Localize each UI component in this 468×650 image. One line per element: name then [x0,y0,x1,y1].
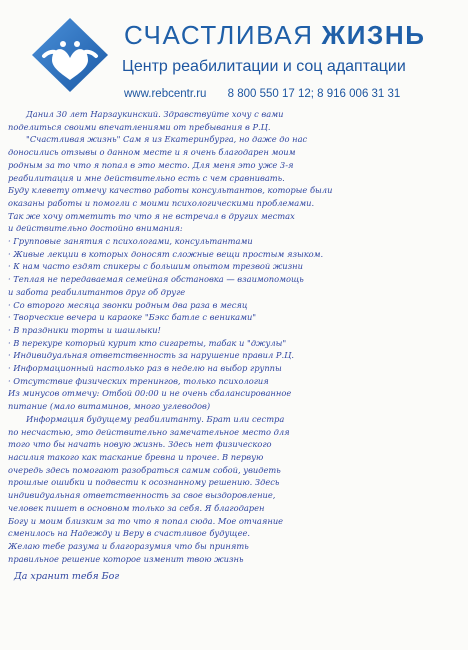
letter-line: поделиться своими впечатлениями от пребывания в Р.Ц. [8,121,271,132]
letterhead [0,0,468,112]
letter-line: Буду клевету отмечу качество работы консультантов, которые были [8,185,333,196]
center-tagline: Центр реабилитации и соц адаптации [122,58,406,75]
letter-line: и действительно достойно внимания: [8,223,183,234]
phone-numbers: 8 800 550 17 12; 8 916 006 31 31 [227,88,401,100]
letter-line: прошлые ошибки и подвести к осознанному решению. Здесь [8,477,280,488]
letter-line: · Теплая не передаваемая семейная обстановка — взаимопомощь [8,274,304,285]
letter-line: сменилось на Надежду и Веру в счастливое будущее. [8,528,251,539]
letter-line: · В праздники торты и шашлыки! [8,324,161,335]
letter-line: Данил 30 лет Нарзаукинский. Здравствуйте хочу с вами [26,109,284,119]
letter-line: · Со второго месяца звонки родным два раза в месяц [8,299,248,310]
letter-line: Желаю тебе разума и благоразумия что бы принять [8,540,249,551]
letter-line: реабилитация и мне действительно есть с чем сравнивать. [8,172,285,183]
letter-line: Из минусов отмечу: Отбой 00:00 и не очень сбалансированное [8,388,292,399]
letter-line: и забота реабилитантов друг об друге [8,286,186,297]
brand-title-part1: СЧАСТЛИВАЯ [124,20,314,50]
letter-line: доносились отзывы о данном месте и я очень благодарен моим [8,147,296,158]
hands-heart-logo-icon [30,16,110,94]
letter-line: · Групповые занятия с психологами, консультантами [8,236,253,247]
letter-line: того что бы начать новую жизнь. Здесь нет физического [8,439,272,450]
letter-line: · Индивидуальная ответственность за нарушение правил Р.Ц. [8,350,294,361]
letter-signoff: Да хранит тебя Бог [14,571,120,583]
letter-line: · Информационный настолько раз в неделю на выбор группы [8,363,282,374]
letter-line: · К нам часто ездят спикеры с большим опытом трезвой жизни [8,261,303,272]
letter-line: очередь здесь помогают разобраться самим собой, увидеть [8,464,281,475]
letter-line: · Отсутствие физических тренингов, только психология [8,375,269,386]
letter-line: насилия такого как таскание бревна и прочее. В первую [8,451,264,462]
letter-line: питание (мало витаминов, много углеводов) [8,401,211,412]
letter-line: Богу и моим близким за то что я попал сюда. Мое отчаяние [8,515,284,526]
letter-line: человек пишет в основном только за себя. Я благодарен [8,502,265,513]
letter-line: индивидуальная ответственность за свое выздоровление, [8,490,276,501]
letter-line: · Живые лекции в которых доносят сложные вещи простым языком. [8,248,324,259]
brand-title-part2: ЖИЗНЬ [321,20,426,50]
brand-title [124,20,454,52]
contact-line [124,88,464,100]
letter-line: Так же хочу отметить то что я не встречал в других местах [8,210,295,221]
letter-line: правильное решение которое изменит твою жизнь [8,553,244,564]
website-link[interactable]: www.rebcentr.ru [124,88,207,100]
letter-line: оказаны работы и помогли с моими психологическими проблемами. [8,197,315,208]
letter-line: "Счастливая жизнь" Сам я из Екатеринбурга, но даже до нас [26,134,308,145]
letter-line: по несчастью, это действительно замечательное место для [8,426,290,437]
letter-line: · В перекуре который курит кто сигареты, табак и "джулы" [8,337,287,348]
letter-line: Информация будущему реабилитанту. Брат или сестра [26,413,285,424]
letter-line: · Творческие вечера и караоке "Бэкс батле с вениками" [8,312,257,323]
handwritten-letter [8,108,460,640]
letter-line: родным за то что я попал в это место. Для меня это уже 3-я [8,159,294,170]
